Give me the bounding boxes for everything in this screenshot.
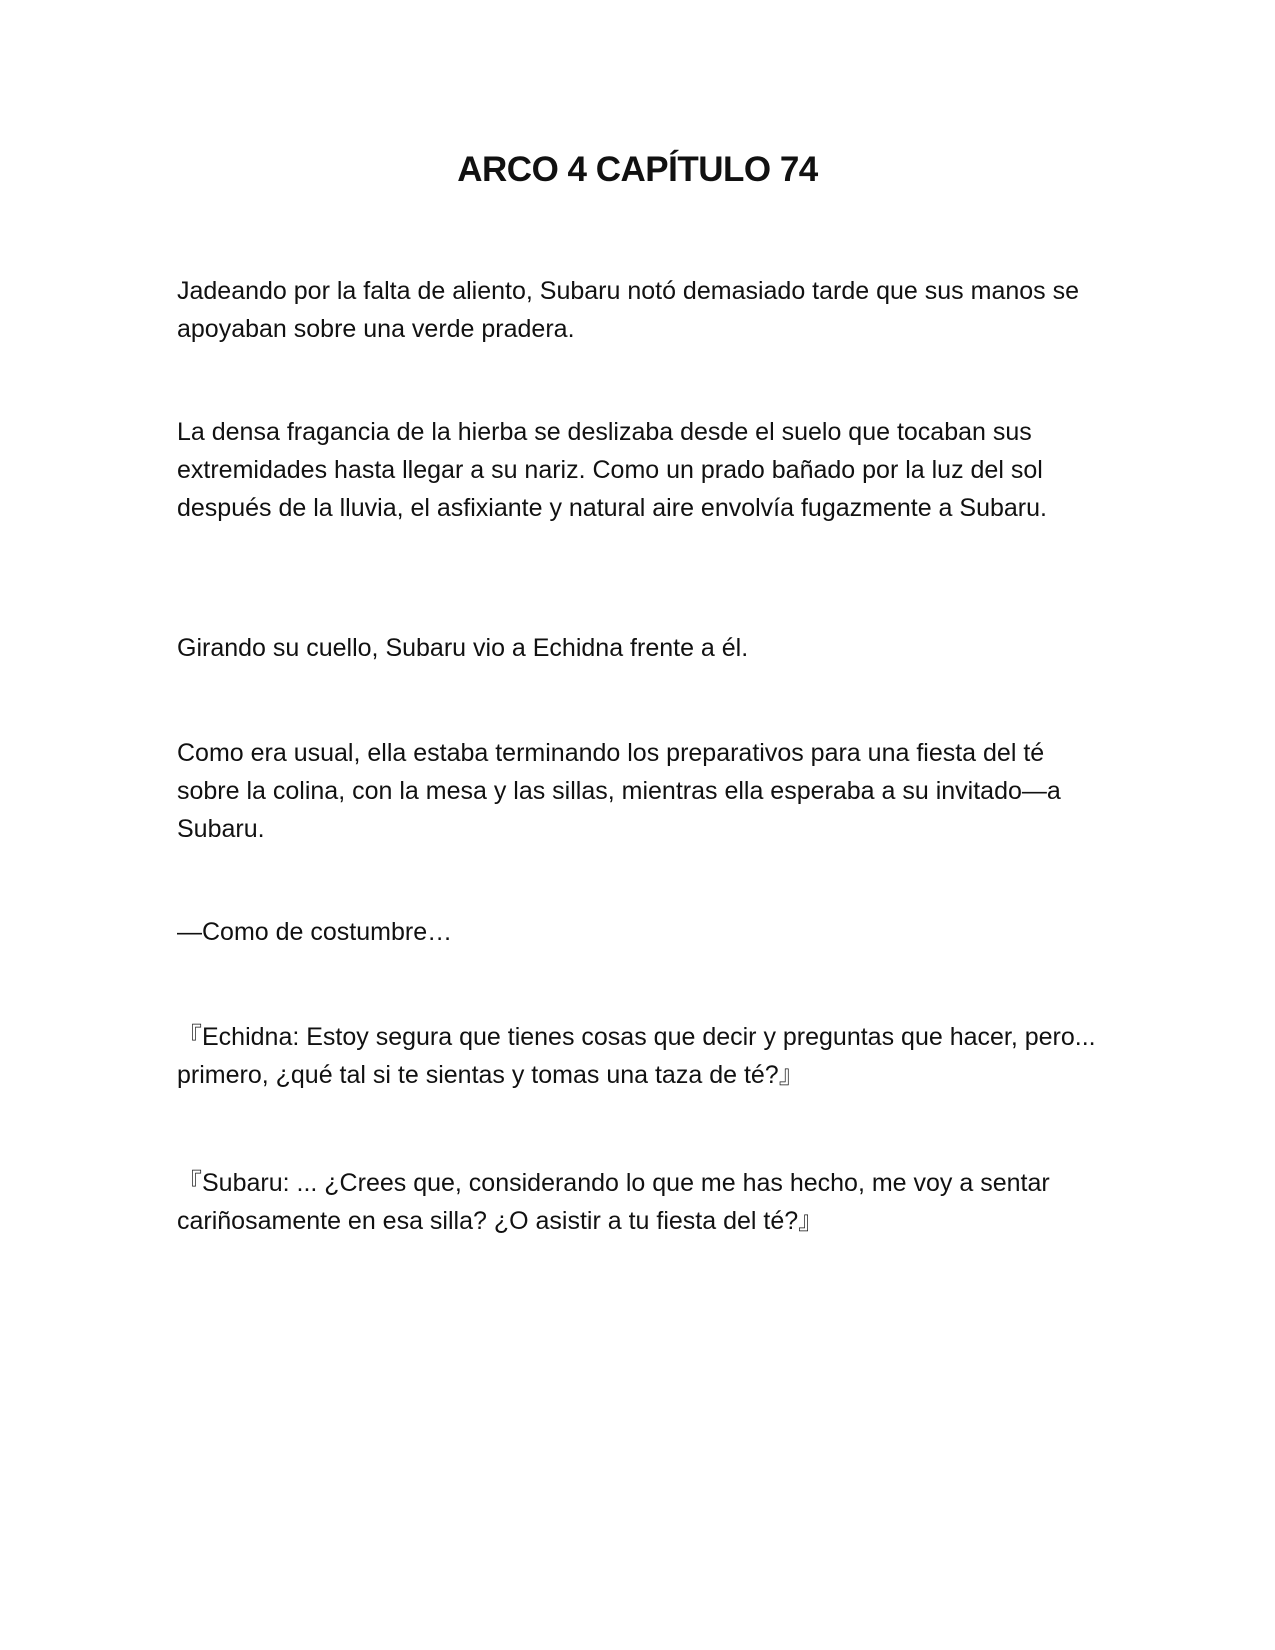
page-title: ARCO 4 CAPÍTULO 74: [457, 150, 818, 189]
dialogue-subaru: 『Subaru: ... ¿Crees que, considerando lo que me has hecho, me voy a sentar cariñosamente en esa silla? ¿O asistir a tu fiesta del té?』: [177, 1169, 1050, 1235]
paragraph-2: La densa fragancia de la hierba se deslizaba desde el suelo que tocaban sus extremidades hasta llegar a su nariz. Como un prado bañado por la luz del sol después de la lluvia, el asfixiante y natural aire envolvía fugazmente a Subaru.: [177, 418, 1047, 522]
dialogue-echidna: 『Echidna: Estoy segura que tienes cosas que decir y preguntas que hacer, pero... primero, ¿qué tal si te sientas y tomas una taza de té?』: [177, 1023, 1096, 1089]
paragraph-4: Como era usual, ella estaba terminando los preparativos para una fiesta del té sobre la colina, con la mesa y las sillas, mientras ella esperaba a su invitado—a Subaru.: [177, 739, 1061, 843]
paragraph-5: —Como de costumbre…: [177, 918, 453, 946]
paragraph-3: Girando su cuello, Subaru vio a Echidna frente a él.: [177, 634, 749, 662]
paragraph-1: Jadeando por la falta de aliento, Subaru notó demasiado tarde que sus manos se apoyaban sobre una verde pradera.: [177, 277, 1080, 343]
